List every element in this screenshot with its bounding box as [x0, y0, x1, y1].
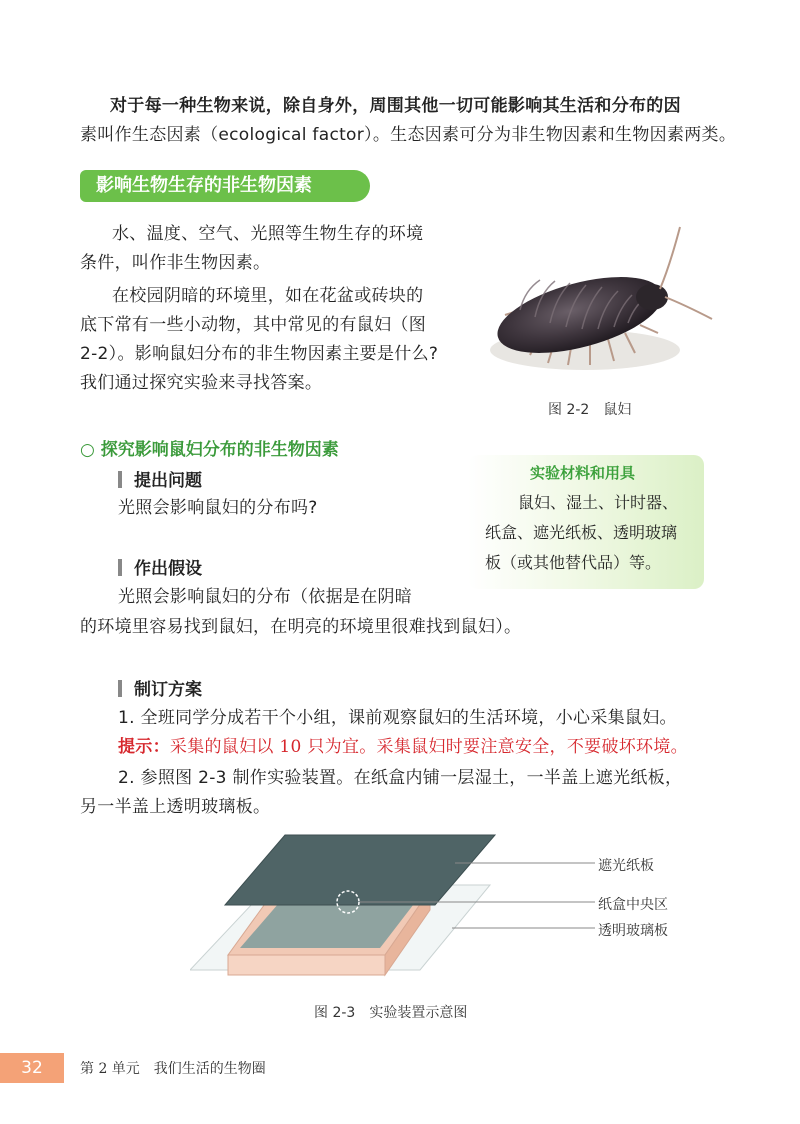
intro-line-1: 对于每一种生物来说，除自身外，周围其他一切可能影响其生活和分布的因 [110, 96, 681, 116]
label-box-center: 纸盒中央区 [598, 897, 668, 913]
plan-hint [118, 733, 688, 761]
step-question-heading [118, 466, 202, 491]
figure-2-3-caption: 图 2-3 实验装置示意图 [314, 1005, 468, 1021]
step-plan-label: 制订方案 [134, 680, 202, 700]
step-hypothesis-line1: 光照会影响鼠妇的分布（依据是在阴暗 [118, 587, 413, 607]
hint-text: 采集的鼠妇以 10 只为宜。采集鼠妇时要注意安全，不要破坏环境。 [169, 737, 688, 757]
inquiry-title: ○ 探究影响鼠妇分布的非生物因素 [80, 440, 339, 460]
section-title: 影响生物生存的非生物因素 [80, 170, 370, 202]
step-marker [118, 680, 122, 697]
step-question-text: 光照会影响鼠妇的分布吗? [118, 498, 318, 518]
section-para2-line3: 2-2）。影响鼠妇分布的非生物因素主要是什么? [80, 344, 439, 364]
label-opaque-board: 遮光纸板 [598, 858, 654, 874]
step-marker [118, 559, 122, 576]
materials-line-2: 纸盒、遮光纸板、透明玻璃 [485, 523, 678, 542]
woodlouse-image [480, 215, 720, 385]
step-plan-heading [118, 675, 202, 700]
section-para2-line2: 底下常有一些小动物，其中常见的有鼠妇（图 [80, 315, 426, 335]
section-para1-line1: 水、温度、空气、光照等生物生存的环境 [112, 224, 424, 244]
materials-line-1: 鼠妇、湿土、计时器、 [518, 493, 679, 512]
plan-item-2-line1: 2. 参照图 2-3 制作实验装置。在纸盒内铺一层湿土，一半盖上遮光纸板， [118, 768, 683, 788]
figure-2-2-caption: 图 2-2 鼠妇 [548, 402, 632, 418]
section-para1-line2: 条件，叫作非生物因素。 [80, 253, 271, 273]
section-para2-line4: 我们通过探究实验来寻找答案。 [80, 373, 323, 393]
step-marker [118, 471, 122, 488]
box-front-shape [228, 955, 385, 975]
hint-label: 提示： [118, 737, 170, 757]
step-hypothesis-line2: 的环境里容易找到鼠妇，在明亮的环境里很难找到鼠妇）。 [80, 617, 522, 637]
step-hypothesis-heading [118, 554, 202, 579]
intro-line-2: 素叫作生态因素（ecological factor）。生态因素可分为非生物因素和生物因素两类。 [80, 125, 737, 145]
materials-line-3: 板（或其他替代品）等。 [485, 553, 662, 572]
section-para2-line1: 在校园阴暗的环境里，如在花盆或砖块的 [112, 286, 424, 306]
plan-item-2-line2: 另一半盖上透明玻璃板。 [80, 797, 271, 817]
step-question-label: 提出问题 [134, 471, 202, 491]
woodlouse-illustration [480, 215, 720, 385]
page-number: 32 [0, 1053, 64, 1083]
unit-title: 第 2 单元 我们生活的生物圈 [80, 1061, 266, 1077]
step-hypothesis-label: 作出假设 [134, 559, 202, 579]
label-glass-plate: 透明玻璃板 [598, 923, 668, 939]
materials-title: 实验材料和用具 [530, 464, 636, 482]
plan-item-1: 1. 全班同学分成若干个小组，课前观察鼠妇的生活环境，小心采集鼠妇。 [118, 708, 677, 728]
